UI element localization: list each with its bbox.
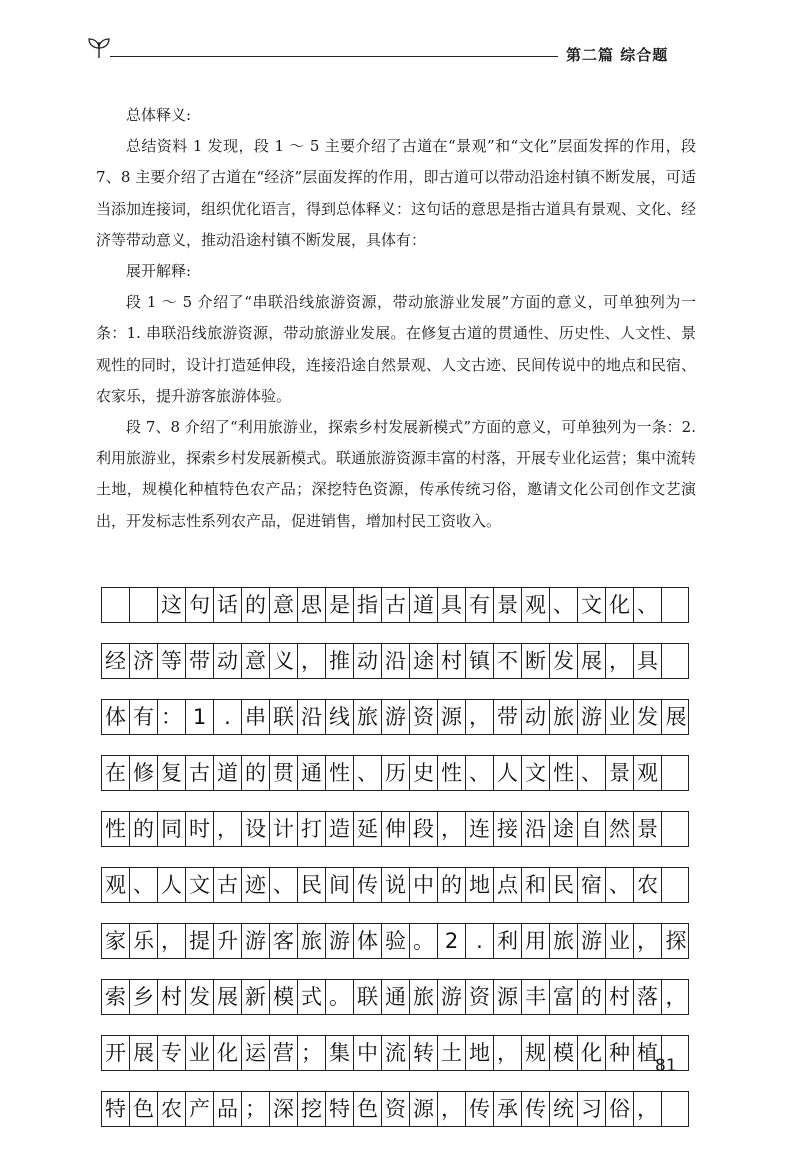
grid-cell: 宿: [578, 868, 606, 902]
grid-cell: 文: [578, 588, 606, 622]
grid-cell: 济: [130, 644, 158, 678]
grid-cell: 开: [102, 1036, 130, 1070]
grid-cell: 统: [550, 1092, 578, 1126]
grid-cell: [662, 1092, 690, 1126]
grid-cell: ；: [298, 1036, 326, 1070]
grid-cell: 游: [326, 924, 354, 958]
grid-cell: 升: [214, 924, 242, 958]
paragraph-expand-heading: 展开解释:: [126, 262, 192, 281]
grid-cell: 俗: [606, 1092, 634, 1126]
grid-cell: 动: [354, 644, 382, 678]
grid-row: [101, 1035, 689, 1071]
grid-row: [101, 979, 689, 1015]
grid-cell: 人: [494, 756, 522, 790]
grid-cell: 业: [606, 924, 634, 958]
grid-cell: 特: [326, 1092, 354, 1126]
grid-cell: 带: [494, 700, 522, 734]
grid-cell: 土: [438, 1036, 466, 1070]
grid-cell: 通: [382, 980, 410, 1014]
grid-cell: 体: [354, 924, 382, 958]
grid-cell: [130, 588, 158, 622]
grid-cell: 联: [270, 700, 298, 734]
grid-cell: 、: [550, 588, 578, 622]
grid-cell: 游: [578, 924, 606, 958]
grid-cell: [662, 644, 690, 678]
grid-row: [101, 923, 689, 959]
grid-cell: 段: [410, 812, 438, 846]
grid-cell: 有: [130, 700, 158, 734]
grid-cell: 旅: [298, 924, 326, 958]
grid-cell: 、: [606, 868, 634, 902]
grid-cell: 源: [494, 980, 522, 1014]
grid-cell: 是: [326, 588, 354, 622]
grid-cell: 的: [130, 812, 158, 846]
grid-cell: 家: [102, 924, 130, 958]
grid-cell: 景: [634, 812, 662, 846]
grid-cell: 点: [494, 868, 522, 902]
grid-cell: 体: [102, 700, 130, 734]
grid-cell: 具: [438, 588, 466, 622]
grid-cell: 同: [158, 812, 186, 846]
grid-cell: .: [214, 700, 242, 734]
grid-cell: 产: [186, 1092, 214, 1126]
grid-cell: 、: [466, 756, 494, 790]
grid-cell: ，: [438, 1092, 466, 1126]
grid-cell: 断: [522, 644, 550, 678]
grid-cell: [662, 756, 690, 790]
grid-cell: 游: [382, 700, 410, 734]
grid-cell: 色: [130, 1092, 158, 1126]
grid-cell: ，: [438, 812, 466, 846]
grid-cell: 沿: [522, 812, 550, 846]
grid-cell: ，: [634, 924, 662, 958]
grid-cell: 特: [102, 1092, 130, 1126]
grid-cell: 具: [634, 644, 662, 678]
grid-cell: 用: [522, 924, 550, 958]
grid-cell: 时: [186, 812, 214, 846]
grid-cell: 景: [606, 756, 634, 790]
grid-cell: 打: [298, 812, 326, 846]
grid-cell: 联: [354, 980, 382, 1014]
grid-cell: 线: [326, 700, 354, 734]
grid-cell: 的: [438, 868, 466, 902]
grid-cell: 间: [326, 868, 354, 902]
grid-cell: 指: [354, 588, 382, 622]
grid-cell: 转: [410, 1036, 438, 1070]
grid-cell: 意: [270, 588, 298, 622]
grid-cell: 传: [466, 1092, 494, 1126]
paragraph-overall-heading: 总体释义:: [126, 106, 192, 124]
grid-cell: 游: [578, 700, 606, 734]
grid-cell: ，: [634, 1092, 662, 1126]
grid-cell: 等: [158, 644, 186, 678]
grid-cell: 旅: [550, 924, 578, 958]
grid-cell: 乡: [130, 980, 158, 1014]
grid-cell: 途: [550, 812, 578, 846]
grid-cell: 展: [214, 980, 242, 1014]
grid-cell: 动: [214, 644, 242, 678]
grid-cell: 有: [466, 588, 494, 622]
running-header: [0, 34, 800, 74]
grid-cell: 种: [606, 1036, 634, 1070]
grid-cell: 营: [270, 1036, 298, 1070]
grid-cell: 伸: [382, 812, 410, 846]
grid-cell: 村: [438, 644, 466, 678]
grid-cell: 古: [186, 756, 214, 790]
grid-cell: 中: [354, 1036, 382, 1070]
grid-cell: 发: [186, 980, 214, 1014]
paragraph-overall-summary: 总结资料 1 发现，段 1 ～ 5 主要介绍了古道在“景观”和“文化”层面发挥的作用，段 7、8 主要介绍了古道在“经济”层面发挥的作用，即古道可以带动沿途村镇不断发展，可适当添加连接词，组织优化语言，得到总体释义：这句话的意思是指古道具有景观、文化、经济等带动意义，推动沿途村镇不断发展，具体有：: [96, 137, 697, 249]
grid-cell: 集: [326, 1036, 354, 1070]
grid-row: [101, 643, 689, 679]
grid-cell: 化: [606, 588, 634, 622]
grid-cell: 性: [550, 756, 578, 790]
grid-cell: 运: [242, 1036, 270, 1070]
grid-cell: 不: [494, 644, 522, 678]
grid-cell: 景: [494, 588, 522, 622]
grid-cell: 专: [158, 1036, 186, 1070]
grid-cell: 业: [606, 700, 634, 734]
grid-cell: 的: [242, 756, 270, 790]
grid-cell: 计: [270, 812, 298, 846]
grid-cell: 途: [410, 644, 438, 678]
grid-cell: 农: [158, 1092, 186, 1126]
leaf-icon: [86, 36, 112, 60]
grid-cell: 挖: [298, 1092, 326, 1126]
grid-cell: 说: [382, 868, 410, 902]
grid-cell: [102, 588, 130, 622]
grid-cell: 文: [186, 868, 214, 902]
grid-cell: 接: [494, 812, 522, 846]
grid-cell: 连: [466, 812, 494, 846]
grid-cell: 民: [298, 868, 326, 902]
grid-cell: 旅: [354, 700, 382, 734]
grid-cell: 经: [102, 644, 130, 678]
grid-cell: ，: [214, 812, 242, 846]
grid-cell: 带: [186, 644, 214, 678]
grid-cell: 镇: [466, 644, 494, 678]
grid-cell: 提: [186, 924, 214, 958]
answer-grid: [101, 587, 689, 1147]
grid-cell: 游: [242, 924, 270, 958]
grid-cell: 展: [665, 704, 687, 729]
grid-cell: 观: [634, 756, 662, 790]
grid-cell: 2: [438, 924, 466, 958]
grid-cell: 观: [102, 868, 130, 902]
grid-row: [101, 587, 689, 623]
grid-cell: 沿: [382, 644, 410, 678]
grid-row: [101, 811, 689, 847]
grid-cell: 利: [494, 924, 522, 958]
grid-cell: 人: [158, 868, 186, 902]
grid-cell: 源: [410, 1092, 438, 1126]
grid-cell: 式: [298, 980, 326, 1014]
grid-cell: 设: [242, 812, 270, 846]
grid-cell: 历: [382, 756, 410, 790]
grid-cell: 迹: [242, 868, 270, 902]
grid-cell: 承: [494, 1092, 522, 1126]
grid-cell: 思: [298, 588, 326, 622]
grid-cell: [662, 868, 690, 902]
grid-cell: 文: [522, 756, 550, 790]
grid-cell: 的: [242, 588, 270, 622]
grid-cell: 源: [438, 700, 466, 734]
grid-row: [101, 755, 689, 791]
grid-cell: 自: [578, 812, 606, 846]
grid-cell: 旅: [550, 700, 578, 734]
section-title: 第二篇 综合题: [566, 46, 669, 64]
grid-cell: 性: [102, 812, 130, 846]
grid-cell: 植: [634, 1036, 662, 1070]
grid-cell: 古: [382, 588, 410, 622]
grid-cell: 性: [326, 756, 354, 790]
paragraph-point-2: 段 7、8 介绍了“利用旅游业，探索乡村发展新模式”方面的意义，可单独列为一条：2. 利用旅游业，探索乡村发展新模式。联通旅游资源丰富的村落，开展专业化运营；集中流转土地，规模化种植特色农产品；深挖特色资源，传承传统习俗，邀请文化公司创作文艺演出，开发标志性系列农产品，促进销售，增加村民工资收入。: [96, 418, 697, 530]
grid-cell: 史: [410, 756, 438, 790]
grid-cell: 、: [578, 756, 606, 790]
grid-cell: 沿: [298, 700, 326, 734]
grid-cell: 展: [578, 644, 606, 678]
grid-cell: 贯: [270, 756, 298, 790]
grid-cell: 村: [158, 980, 186, 1014]
grid-cell: 深: [270, 1092, 298, 1126]
grid-cell: 复: [158, 756, 186, 790]
grid-cell: 。: [326, 980, 354, 1014]
grid-cell: 句: [186, 588, 214, 622]
grid-cell: 观: [522, 588, 550, 622]
grid-cell: 。: [410, 924, 438, 958]
grid-cell: 乐: [130, 924, 158, 958]
grid-cell: [662, 588, 690, 622]
grid-cell: 新: [242, 980, 270, 1014]
grid-cell: ，: [466, 700, 494, 734]
grid-cell: 品: [214, 1092, 242, 1126]
grid-cell: 造: [326, 812, 354, 846]
grid-cell: 和: [522, 868, 550, 902]
grid-cell: 这: [158, 588, 186, 622]
grid-cell: 意: [242, 644, 270, 678]
grid-cell: 在: [102, 756, 130, 790]
grid-cell: 展: [130, 1036, 158, 1070]
grid-cell: 发: [634, 700, 662, 734]
grid-cell: 规: [522, 1036, 550, 1070]
grid-cell: 地: [466, 1036, 494, 1070]
grid-cell: 资: [410, 700, 438, 734]
grid-cell: 农: [634, 868, 662, 902]
grid-cell: 道: [214, 756, 242, 790]
grid-cell: 、: [634, 588, 662, 622]
page-number: 81: [655, 1056, 677, 1076]
grid-cell: 推: [326, 644, 354, 678]
grid-cell: 、: [270, 868, 298, 902]
grid-cell: 业: [186, 1036, 214, 1070]
grid-cell: 客: [270, 924, 298, 958]
grid-cell: 富: [550, 980, 578, 1014]
grid-cell: 验: [382, 924, 410, 958]
grid-cell: 资: [382, 1092, 410, 1126]
grid-cell: 古: [214, 868, 242, 902]
grid-cell: ，: [298, 644, 326, 678]
grid-cell: 、: [354, 756, 382, 790]
grid-cell: 串: [242, 700, 270, 734]
grid-cell: 模: [550, 1036, 578, 1070]
grid-cell: 1: [186, 700, 214, 734]
grid-cell: 索: [102, 980, 130, 1014]
grid-cell: 村: [606, 980, 634, 1014]
grid-cell: 传: [354, 868, 382, 902]
grid-cell: 、: [130, 868, 158, 902]
grid-cell: 传: [522, 1092, 550, 1126]
grid-cell: 地: [466, 868, 494, 902]
grid-cell: 道: [410, 588, 438, 622]
grid-row: [101, 867, 689, 903]
grid-cell: 修: [130, 756, 158, 790]
grid-cell: .: [466, 924, 494, 958]
grid-cell: 模: [270, 980, 298, 1014]
grid-cell: 然: [606, 812, 634, 846]
grid-cell: 游: [438, 980, 466, 1014]
grid-cell: [662, 812, 690, 846]
grid-cell: 民: [550, 868, 578, 902]
grid-cell: 资: [466, 980, 494, 1014]
grid-cell: 延: [354, 812, 382, 846]
grid-cell: 落: [634, 980, 662, 1014]
grid-cell: ，: [606, 644, 634, 678]
grid-row: [101, 699, 689, 735]
grid-cell: 话: [214, 588, 242, 622]
grid-cell: 化: [214, 1036, 242, 1070]
grid-cell: 流: [382, 1036, 410, 1070]
header-rule: [110, 56, 558, 57]
grid-cell: 通: [298, 756, 326, 790]
grid-cell: ，: [158, 924, 186, 958]
grid-cell: 旅: [410, 980, 438, 1014]
grid-cell: 探: [665, 928, 687, 953]
grid-cell: ，: [665, 984, 687, 1009]
grid-cell: 义: [270, 644, 298, 678]
grid-cell: 习: [578, 1092, 606, 1126]
grid-cell: ，: [494, 1036, 522, 1070]
body-text: [96, 100, 696, 537]
grid-cell: 性: [438, 756, 466, 790]
grid-cell: ：: [158, 700, 186, 734]
grid-cell: 发: [550, 644, 578, 678]
grid-row: [101, 1091, 689, 1127]
grid-cell: 化: [578, 1036, 606, 1070]
grid-cell: 色: [354, 1092, 382, 1126]
grid-cell: 的: [578, 980, 606, 1014]
grid-cell: ；: [242, 1092, 270, 1126]
grid-cell: 丰: [522, 980, 550, 1014]
grid-cell: 中: [410, 868, 438, 902]
paragraph-point-1: 段 1 ～ 5 介绍了“串联沿线旅游资源，带动旅游业发展”方面的意义，可单独列为一条：1. 串联沿线旅游资源，带动旅游业发展。在修复古道的贯通性、历史性、人文性、景观性的同时，设计打造延伸段，连接沿途自然景观、人文古迹、民间传说中的地点和民宿、农家乐，提升游客旅游体验。: [96, 293, 697, 405]
grid-cell: 动: [522, 700, 550, 734]
